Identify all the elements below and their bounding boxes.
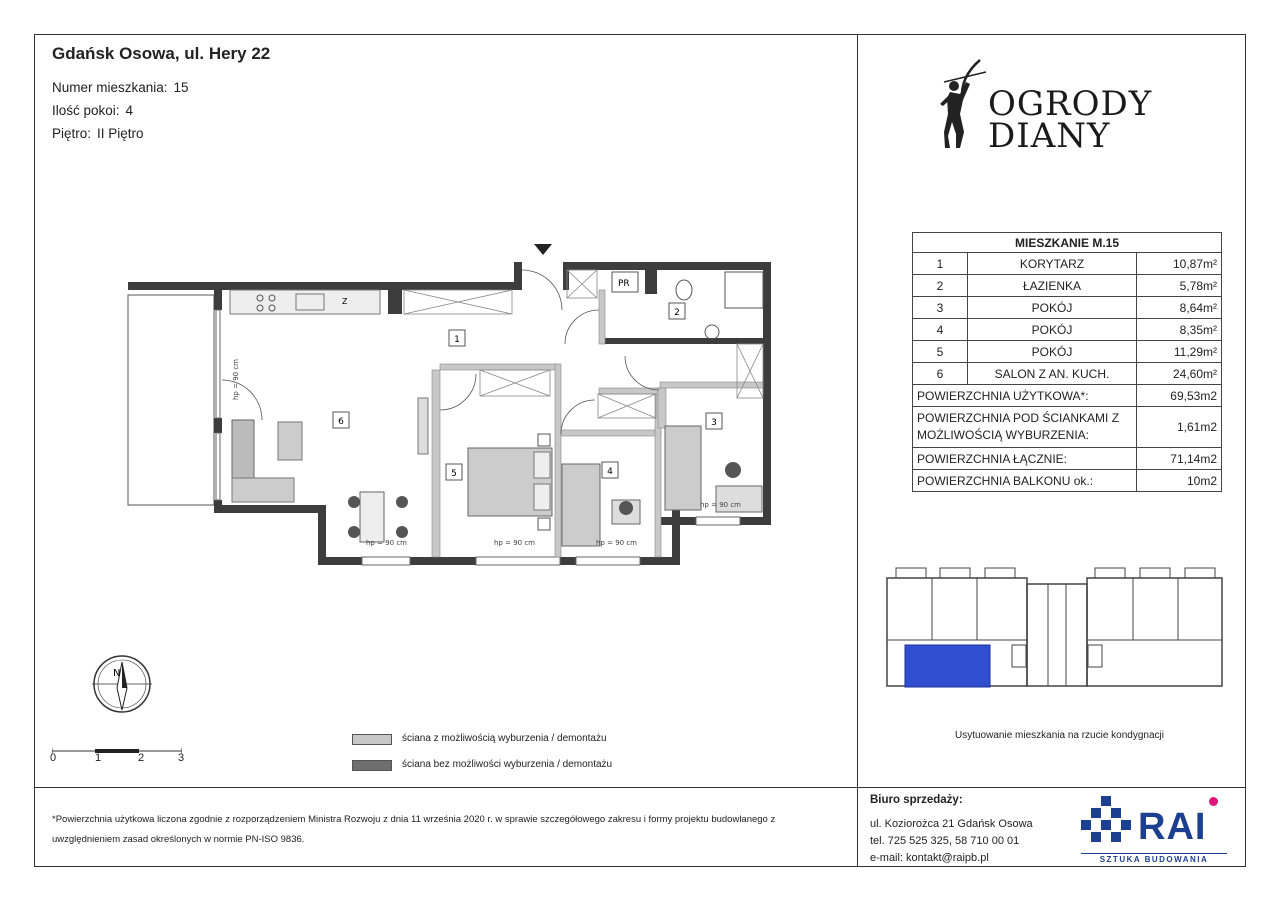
location-caption: Usytuowanie mieszkania na rzucie kondygnacji — [955, 730, 1164, 741]
legend-swatch-dark — [352, 760, 392, 771]
entrance-arrow-icon — [534, 244, 552, 255]
window-note: hp = 90 cm — [700, 501, 741, 509]
room-num: 6 — [913, 363, 968, 385]
total-value: 10m2 — [1137, 470, 1222, 492]
room-name: POKÓJ — [968, 297, 1137, 319]
legend-text: ściana z możliwością wyburzenia / demontażu — [402, 733, 607, 744]
room-area: 10,87m² — [1137, 253, 1222, 275]
sales-office-address: ul. Koziorożca 21 Gdańsk Osowa — [870, 818, 1033, 830]
total-label: POWIERZCHNIA POD ŚCIANKAMI Z MOŻLIWOŚCIĄ WYBURZENIA: — [913, 407, 1137, 448]
room-number: 2 — [674, 308, 680, 318]
total-label: POWIERZCHNIA UŻYTKOWA*: — [913, 385, 1137, 407]
area-table-title: MIESZKANIE M.15 — [913, 233, 1222, 253]
room-num: 4 — [913, 319, 968, 341]
logo-line-2: DIANY — [988, 116, 1111, 156]
sales-office-phone: tel. 725 525 325, 58 710 00 01 — [870, 835, 1020, 847]
room-number: 6 — [338, 417, 344, 427]
room-number: 3 — [711, 418, 717, 428]
apartment-highlight — [905, 645, 990, 687]
legend-text: ściana bez możliwości wyburzenia / demontażu — [402, 759, 613, 770]
pr-label: PR — [618, 279, 630, 289]
compass-icon — [90, 652, 154, 716]
window-note: hp = 90 cm — [366, 539, 407, 547]
area-table — [912, 232, 1222, 492]
room-name: KORYTARZ — [968, 253, 1137, 275]
room-name: SALON Z AN. KUCH. — [968, 363, 1137, 385]
apartment-number-value: 15 — [173, 80, 189, 95]
total-label: POWIERZCHNIA BALKONU ok.: — [913, 470, 1137, 492]
rai-logo-icon — [1081, 796, 1137, 850]
window-note: hp = 90 cm — [232, 359, 240, 400]
legend-swatch-light — [352, 734, 392, 745]
rai-tagline: SZTUKA BUDOWANIA — [1081, 853, 1227, 864]
divider-vertical — [857, 34, 858, 867]
table-row — [913, 297, 1222, 319]
room-name: POKÓJ — [968, 341, 1137, 363]
bed — [665, 426, 701, 510]
floor-plan — [120, 240, 780, 570]
table-row — [913, 385, 1222, 407]
fridge-label: Z — [342, 297, 348, 306]
compass-north-label: N — [113, 668, 121, 679]
coffee-table — [278, 422, 302, 460]
room-area: 5,78m² — [1137, 275, 1222, 297]
room-count — [52, 103, 133, 118]
divider-horizontal — [34, 787, 1246, 788]
room-area: 8,35m² — [1137, 319, 1222, 341]
apartment-number — [52, 80, 189, 95]
total-label: POWIERZCHNIA ŁĄCZNIE: — [913, 448, 1137, 470]
bed — [562, 464, 600, 546]
room-num: 1 — [913, 253, 968, 275]
logo-line-1: OGRODY — [988, 84, 1153, 124]
room-number: 4 — [607, 467, 613, 477]
room-area: 11,29m² — [1137, 341, 1222, 363]
table-row — [913, 319, 1222, 341]
table-row — [913, 253, 1222, 275]
room-count-value: 4 — [125, 103, 134, 118]
sales-office-title: Biuro sprzedaży: — [870, 794, 963, 806]
table-row — [913, 363, 1222, 385]
room-number: 1 — [454, 335, 460, 345]
window-note: hp = 90 cm — [596, 539, 637, 547]
room-num: 5 — [913, 341, 968, 363]
table-row — [913, 470, 1222, 492]
table-row — [913, 407, 1222, 448]
room-area: 24,60m² — [1137, 363, 1222, 385]
floor-value: II Piętro — [97, 126, 144, 141]
table-row — [913, 275, 1222, 297]
rai-dot-icon — [1209, 797, 1218, 806]
total-value: 69,53m2 — [1137, 385, 1222, 407]
window-note: hp = 90 cm — [494, 539, 535, 547]
table-row — [913, 341, 1222, 363]
room-area: 8,64m² — [1137, 297, 1222, 319]
balcony — [128, 295, 214, 505]
room-num: 2 — [913, 275, 968, 297]
rai-logo-text: RAI — [1138, 806, 1207, 848]
sales-office-email: e-mail: kontakt@raipb.pl — [870, 852, 989, 864]
total-value: 1,61m2 — [1137, 407, 1222, 448]
footnote: *Powierzchnia użytkowa liczona zgodnie z rozporządzeniem Ministra Rozwoju z dnia 11 września 2020 r. w sprawie szczegółowego zakresu i formy projektu budowlanego z uwzględnieniem zasad określonych w normie PN-ISO 9836. — [52, 814, 776, 845]
scale-tick: 3 — [178, 752, 185, 764]
room-name: ŁAZIENKA — [968, 275, 1137, 297]
building-location-plan — [880, 562, 1230, 698]
room-number: 5 — [451, 469, 457, 479]
scale-bar — [52, 748, 185, 764]
scale-tick: 1 — [95, 752, 102, 764]
apartment-number-label: Numer mieszkania: — [52, 80, 168, 95]
room-name: POKÓJ — [968, 319, 1137, 341]
scale-tick: 0 — [50, 752, 57, 764]
floor-info — [52, 126, 144, 141]
sink-icon — [705, 325, 719, 339]
total-value: 71,14m2 — [1137, 448, 1222, 470]
dining-table — [360, 492, 384, 542]
room-count-label: Ilość pokoi: — [52, 103, 120, 118]
floor-label: Piętro: — [52, 126, 92, 141]
scale-tick: 2 — [138, 752, 145, 764]
tv-unit — [418, 398, 428, 454]
shower-icon — [725, 272, 763, 308]
room-num: 3 — [913, 297, 968, 319]
table-row — [913, 448, 1222, 470]
toilet-icon — [676, 280, 692, 300]
address-title: Gdańsk Osowa, ul. Hery 22 — [52, 44, 271, 63]
